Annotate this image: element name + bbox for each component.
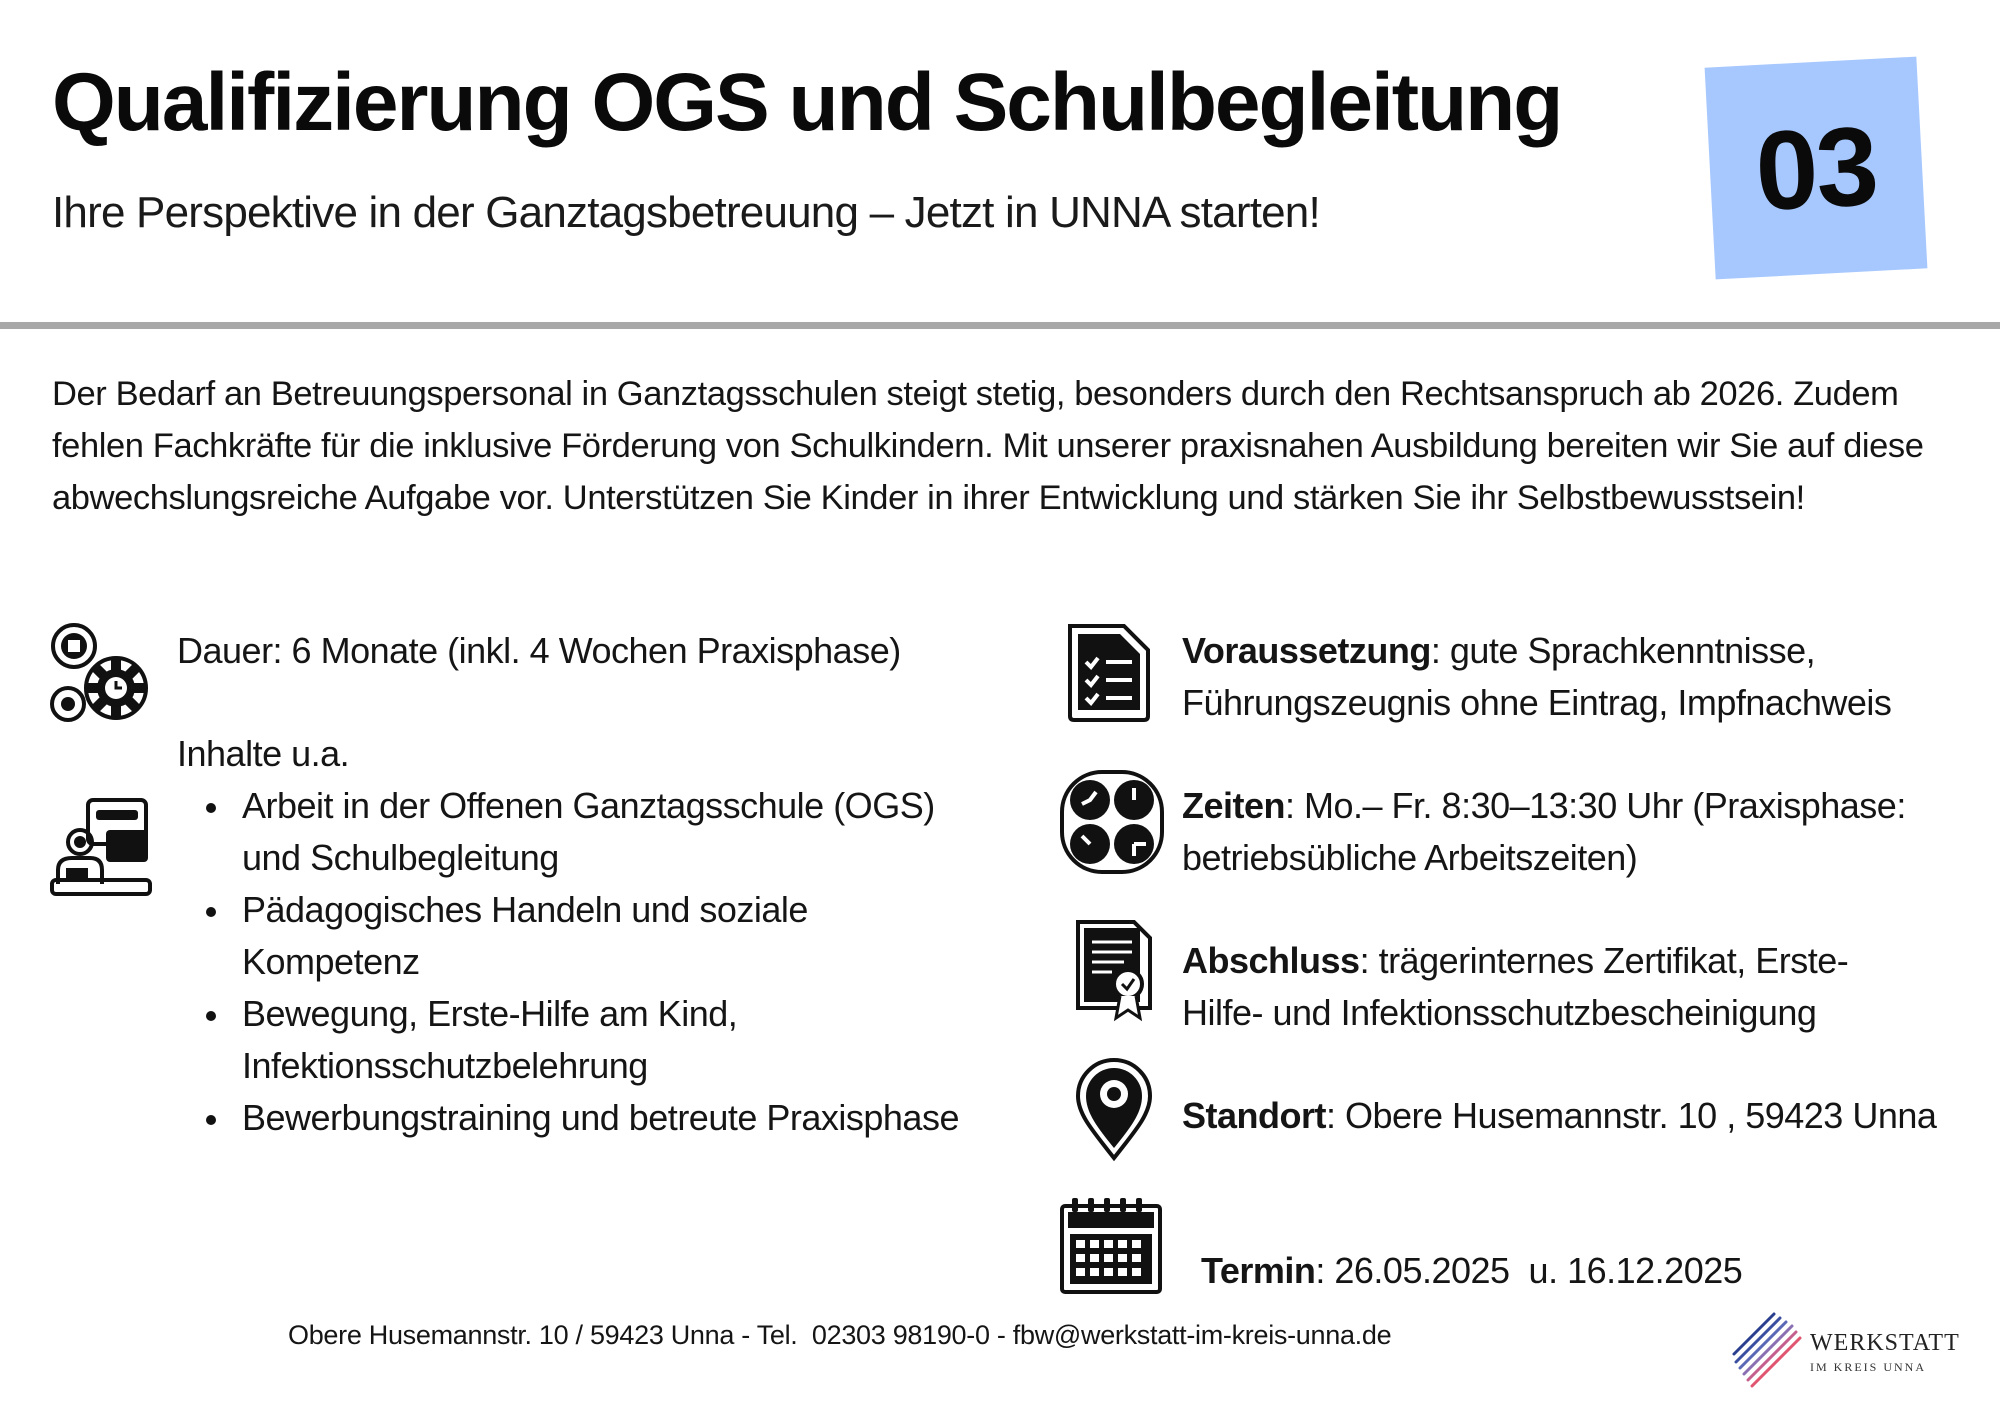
- page-subtitle: Ihre Perspektive in der Ganztagsbetreuung – Jetzt in UNNA starten!: [52, 188, 1320, 237]
- location-value: : Obere Husemannstr. 10 , 59423 Unna: [1326, 1095, 1937, 1136]
- intro-paragraph: Der Bedarf an Betreuungspersonal in Ganztagsschulen steigt stetig, besonders durch den Rechtsanspruch ab 2026. Zudem fehlen Fachkräfte für die inklusive Förderung von Schulkindern. Mit unserer praxisnahen Ausbildung bereiten wir Sie auf diese abwechslungsreiche Aufgabe vor. Unterstützen Sie Kinder in ihrer Entwicklung und stärken Sie ihr Selbstbewusstsein!: [52, 375, 1924, 517]
- certificate-text: [1182, 935, 1922, 1039]
- location-label: Standort: [1182, 1095, 1326, 1136]
- contents-heading: Inhalte u.a.: [177, 733, 350, 774]
- number-badge: [1705, 57, 1928, 280]
- duration-text: Dauer: 6 Monate (inkl. 4 Wochen Praxisphase): [177, 630, 901, 671]
- checklist-icon: [1062, 620, 1158, 724]
- certificate-value: : trägerinternes Zertifikat, Erste-Hilfe- und Infektionsschutzbescheinigung: [1182, 940, 1849, 1033]
- dates-text: [1182, 1193, 1922, 1297]
- contents-list: [190, 780, 970, 1144]
- dates-label: Termin: [1201, 1250, 1316, 1291]
- werkstatt-logo: [1728, 1310, 1960, 1390]
- certificate-icon: [1072, 918, 1156, 1022]
- list-item: Pädagogisches Handeln und soziale Kompetenz: [190, 884, 970, 988]
- location-text: [1182, 1090, 1972, 1142]
- clocks-icon: [1060, 770, 1164, 874]
- times-label: Zeiten: [1182, 785, 1286, 826]
- presentation-icon: [50, 796, 154, 900]
- divider: [0, 322, 2000, 329]
- list-item: Arbeit in der Offenen Ganztagsschule (OGS) und Schulbegleitung: [190, 780, 970, 884]
- logo-line1: WERKSTATT: [1810, 1330, 1960, 1356]
- gears-icon: [50, 622, 154, 726]
- logo-line2: IM KREIS UNNA: [1810, 1360, 1926, 1374]
- times-value: : Mo.– Fr. 8:30–13:30 Uhr (Praxisphase: betriebsübliche Arbeitszeiten): [1182, 785, 1906, 878]
- times-text: [1182, 780, 1922, 884]
- calendar-icon: [1058, 1196, 1164, 1296]
- badge-number: 03: [1752, 102, 1880, 234]
- requirement-value: : gute Sprachkenntnisse, Führungszeugnis ohne Eintrag, Impfnachweis: [1182, 630, 1892, 723]
- certificate-label: Abschluss: [1182, 940, 1360, 981]
- dates-value: : 26.05.2025 u. 16.12.2025: [1315, 1250, 1743, 1291]
- list-item: Bewegung, Erste-Hilfe am Kind, Infektionsschutzbelehrung: [190, 988, 970, 1092]
- location-pin-icon: [1074, 1058, 1154, 1162]
- footer-contact: Obere Husemannstr. 10 / 59423 Unna - Tel. 02303 98190-0 - fbw@werkstatt-im-kreis-unna.de: [288, 1320, 1392, 1350]
- logo-stripes-icon: [1728, 1310, 1804, 1390]
- page-title: Qualifizierung OGS und Schulbegleitung: [52, 57, 1562, 148]
- requirement-text: [1182, 625, 1922, 729]
- requirement-label: Voraussetzung: [1182, 630, 1431, 671]
- list-item: Bewerbungstraining und betreute Praxisphase: [190, 1092, 970, 1144]
